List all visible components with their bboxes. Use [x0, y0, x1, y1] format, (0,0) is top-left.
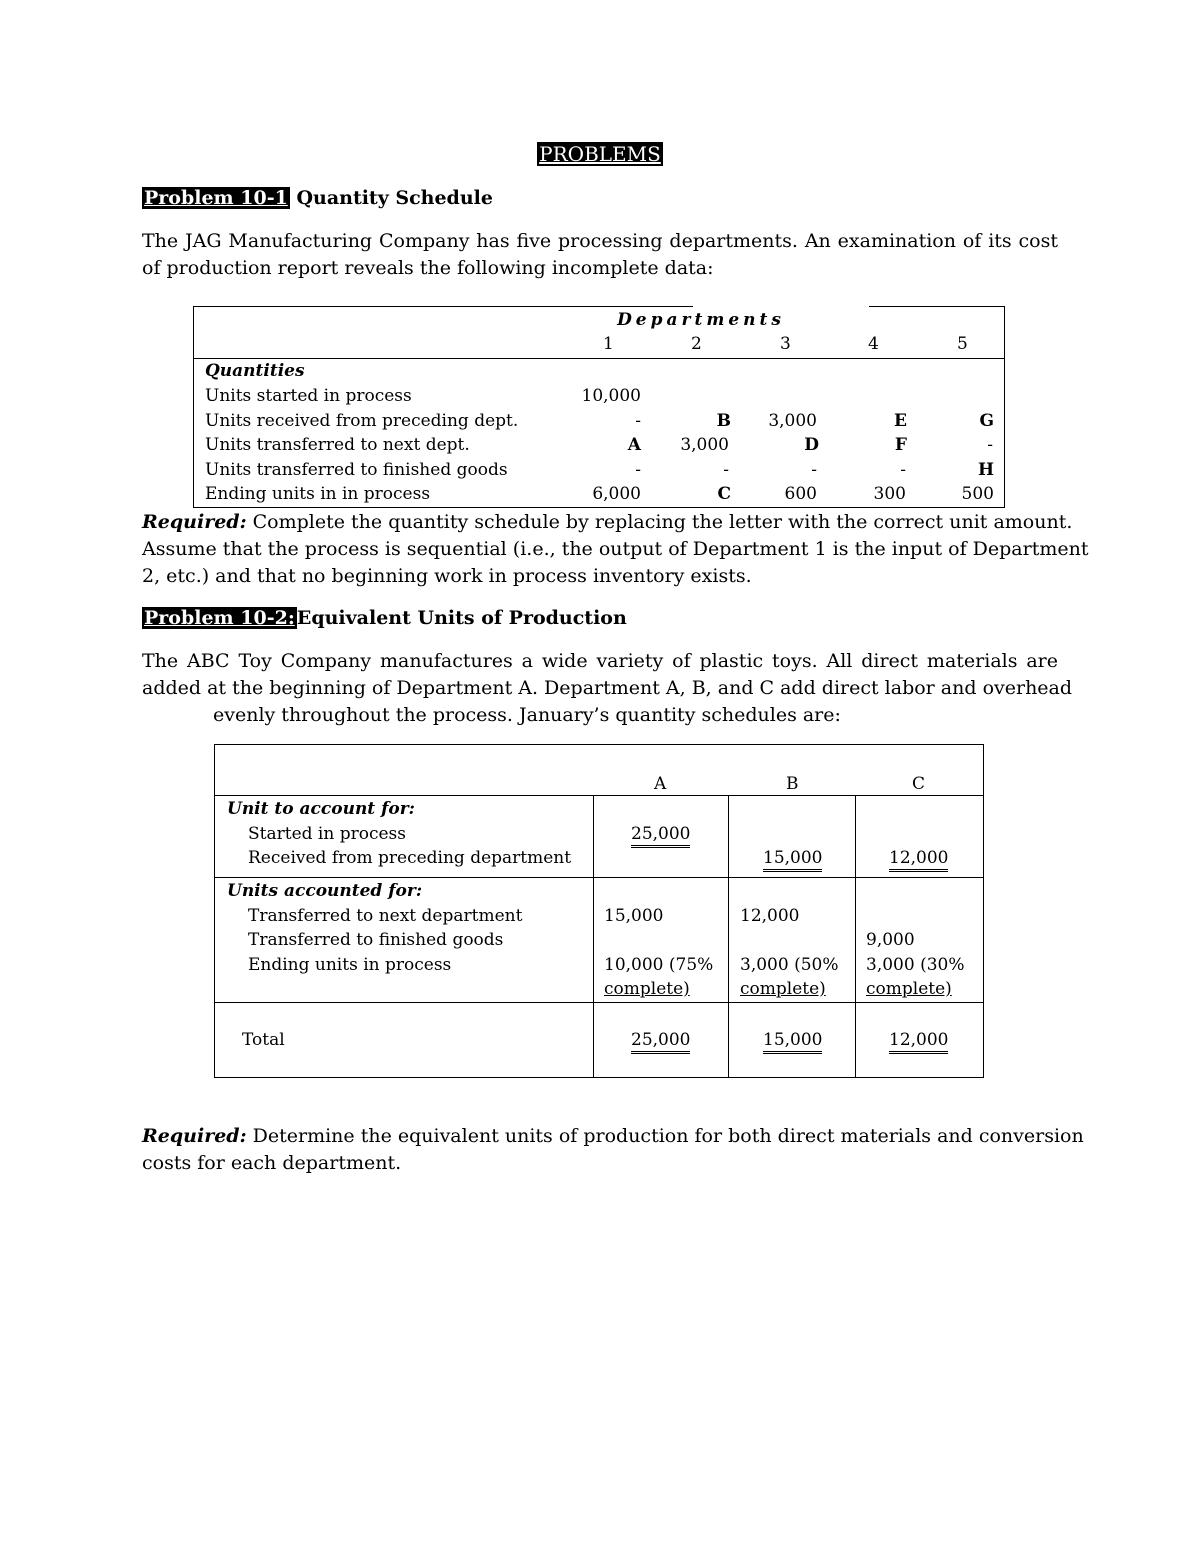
table-cell: -: [811, 460, 817, 480]
table-cell: [889, 848, 948, 868]
table-cell: B: [716, 411, 731, 431]
problem-1-intro: [142, 228, 1058, 282]
table-border: [193, 306, 194, 508]
table-border: [728, 795, 729, 1078]
table-cell: 10,000 (75%: [604, 955, 714, 975]
table-value: 25,000: [631, 1030, 690, 1054]
row-label: Total: [242, 1030, 285, 1050]
problem-2-intro-line: The ABC Toy Company manufactures a wide variety of plastic toys. All direct materials are: [142, 650, 1058, 672]
table-cell: 3,000: [680, 435, 729, 455]
table-cell: [889, 1030, 948, 1050]
problem-1-heading: [142, 187, 493, 209]
table-cell: -: [635, 460, 641, 480]
column-header: C: [912, 774, 926, 794]
departments-header: Departments: [617, 310, 785, 330]
required-text: Determine the equivalent units of production for both direct materials and conversion: [252, 1125, 1084, 1147]
table-cell: E: [894, 411, 907, 431]
table-cell: [763, 1030, 822, 1050]
title-text: PROBLEMS: [539, 142, 661, 166]
table-border: [1004, 306, 1005, 508]
row-label: Ending units in in process: [205, 484, 431, 504]
required-label: Required:: [142, 1125, 247, 1147]
section-label: Quantities: [205, 361, 305, 381]
page-title: [0, 142, 1200, 166]
table-cell: H: [977, 460, 994, 480]
table-cell: complete): [740, 979, 826, 999]
table-cell: F: [894, 435, 907, 455]
table-cell: [763, 848, 822, 868]
table-cell: 12,000: [740, 906, 800, 926]
column-header: 1: [603, 334, 614, 354]
table-border: [214, 744, 215, 1078]
table-border: [593, 795, 594, 1078]
table-border: [214, 795, 984, 796]
problem-2-required: [142, 1123, 1084, 1177]
table-cell: 600: [784, 484, 817, 504]
column-header: A: [654, 774, 667, 794]
table-cell: 3,000 (50%: [740, 955, 839, 975]
table-cell: complete): [604, 979, 690, 999]
table-value: 15,000: [763, 1030, 822, 1054]
table-cell: -: [635, 411, 641, 431]
column-header: 4: [868, 334, 879, 354]
table-border: [869, 306, 1005, 307]
table-cell: 3,000: [768, 411, 817, 431]
problem-2-intro-line: evenly throughout the process. January’s quantity schedules are:: [213, 704, 841, 726]
column-header: B: [786, 774, 799, 794]
row-label: Started in process: [248, 824, 406, 844]
problem-1-required: [142, 509, 1089, 590]
table-border: [193, 306, 693, 307]
required-line: [142, 509, 1073, 536]
table-border: [214, 1002, 984, 1003]
table-cell: 3,000 (30%: [866, 955, 965, 975]
table-cell: 6,000: [592, 484, 641, 504]
table-border: [193, 507, 1005, 508]
section-label: Units accounted for:: [227, 881, 423, 901]
problem-1-intro-line: The JAG Manufacturing Company has five processing departments. An examination of its cost: [142, 230, 1058, 252]
table-cell: A: [627, 435, 641, 455]
column-header: 5: [957, 334, 968, 354]
required-text: Complete the quantity schedule by replacing the letter with the correct unit amount.: [252, 511, 1073, 533]
table-border: [214, 744, 984, 745]
table-cell: 300: [873, 484, 906, 504]
table-cell: D: [804, 435, 819, 455]
problem-1-title: Quantity Schedule: [296, 187, 493, 209]
row-label: Transferred to next department: [248, 906, 523, 926]
row-label: Units received from preceding dept.: [205, 411, 519, 431]
row-label: Received from preceding department: [248, 848, 572, 868]
required-line: [142, 1123, 1084, 1150]
row-label: Ending units in process: [248, 955, 452, 975]
column-header: 3: [780, 334, 791, 354]
required-label: Required:: [142, 511, 247, 533]
table-cell: complete): [866, 979, 952, 999]
table-border: [214, 1077, 984, 1078]
required-line: 2, etc.) and that no beginning work in process inventory exists.: [142, 565, 752, 587]
problem-2-intro: [142, 648, 1073, 729]
problem-2-intro-line: added at the beginning of Department A. Department A, B, and C add direct labor and overhead: [142, 677, 1073, 699]
required-line: costs for each department.: [142, 1152, 402, 1174]
required-line: Assume that the process is sequential (i.e., the output of Department 1 is the input of Department: [142, 538, 1089, 560]
table-value: 15,000: [763, 848, 822, 872]
table-value: 12,000: [889, 848, 948, 872]
table-border: [983, 744, 984, 1078]
table-cell: -: [723, 460, 729, 480]
header-divider: [193, 358, 1005, 359]
table-border: [214, 877, 984, 878]
table-cell: 500: [961, 484, 994, 504]
table-value: 12,000: [889, 1030, 948, 1054]
problem-1-label: Problem 10-1: [144, 187, 288, 209]
table-value: 25,000: [631, 824, 690, 848]
row-label: Units started in process: [205, 386, 412, 406]
table-cell: -: [987, 435, 993, 455]
column-header: 2: [691, 334, 702, 354]
table-cell: [631, 1030, 690, 1050]
problem-2-label: Problem 10-2:: [144, 607, 295, 629]
table-cell: C: [717, 484, 731, 504]
row-label: Units transferred to next dept.: [205, 435, 470, 455]
table-cell: [631, 824, 690, 844]
problem-2-title: Equivalent Units of Production: [296, 607, 627, 629]
table-cell: G: [979, 411, 994, 431]
problem-2-heading: [142, 607, 627, 629]
table-cell: -: [900, 460, 906, 480]
quantity-schedule-table: [193, 306, 1005, 508]
table-border: [855, 795, 856, 1078]
row-label: Transferred to finished goods: [248, 930, 504, 950]
table-cell: 15,000: [604, 906, 664, 926]
quantity-schedule-table-2: [214, 744, 984, 1078]
table-cell: 9,000: [866, 930, 915, 950]
row-label: Units transferred to finished goods: [205, 460, 508, 480]
problem-1-intro-line: of production report reveals the following incomplete data:: [142, 257, 714, 279]
section-label: Unit to account for:: [227, 799, 415, 819]
table-cell: 10,000: [581, 386, 641, 406]
